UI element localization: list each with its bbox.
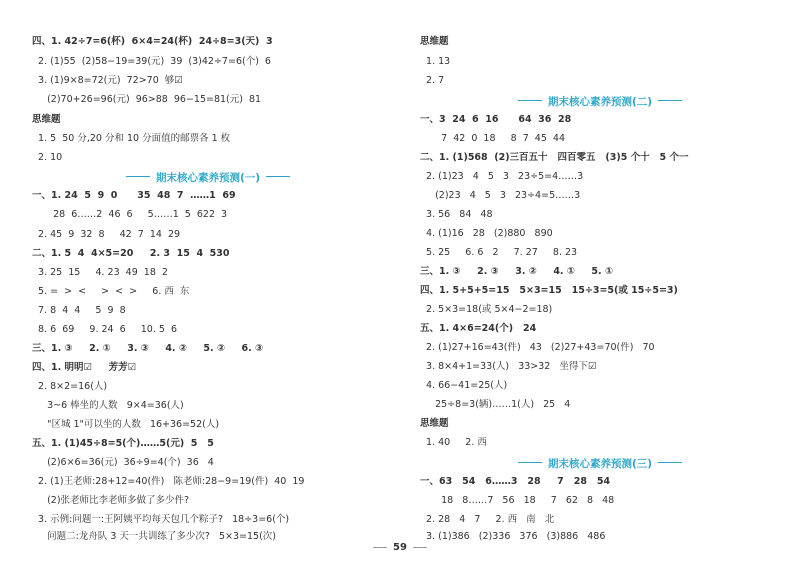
answer-line: 五、1. 4×6=24(个) 24: [420, 323, 537, 334]
section-title: 思维题: [420, 418, 449, 429]
answer-line: 8. 6 69 9. 24 6 10. 5 6: [32, 324, 178, 335]
page-footer: [0, 542, 800, 553]
answer-line: 3. 56 84 48: [420, 209, 493, 220]
answer-line: 五、1. (1)45÷8=5(个)……5(元) 5 5: [32, 438, 214, 449]
answer-line: 2. 5×3=18(或 5×4−2=18): [420, 304, 553, 315]
answer-line: (2)6×6=36(元) 36÷9=4(个) 36 4: [32, 457, 214, 468]
section-heading: 期末核心素养预测(一): [150, 170, 266, 185]
answer-line: 2. (1)23 4 5 3 23÷5=4……3: [420, 171, 584, 182]
answer-line: 3~6 棒坐的人数 9×4=36(人): [32, 400, 184, 411]
answer-line: 四、1. 明明☑ 芳芳☑: [32, 362, 137, 373]
answer-line: 三、1. ③ 2. ① 3. ③ 4. ② 5. ② 6. ③: [32, 343, 264, 354]
answer-line: 2. 10: [32, 152, 63, 163]
answer-line: 3. 示例:问题一:王阿姨平均每天包几个粽子? 18÷3=6(个): [32, 514, 290, 525]
answer-line: 18 8……7 56 18 7 62 8 48: [420, 495, 615, 506]
answer-line: 7 42 0 18 8 7 45 44: [420, 133, 566, 144]
answer-line: (2)70+26=96(元) 96>88 96−15=81(元) 81: [32, 94, 262, 105]
answer-line: 3. 8×4+1=33(人) 33>32 坐得下☑: [420, 361, 597, 372]
answer-line: 1. 40 2. 西: [420, 437, 487, 448]
answer-line: 问题二:龙舟队 3 天一共训练了多少次? 5×3=15(次): [32, 531, 276, 542]
section-heading: 期末核心素养预测(三): [542, 456, 658, 471]
answer-line: 二、1. (1)568 (2)三百五十 四百零五 (3)5 个十 5 个一: [420, 152, 689, 163]
answer-line: 25÷8=3(辆)……1(人) 25 4: [420, 399, 571, 410]
footer-dash: [373, 547, 387, 548]
answer-line: 2. 7: [420, 75, 445, 86]
answer-line: 2. 28 4 7 2. 西 南 北: [420, 514, 555, 525]
answer-line: 一、3 24 6 16 64 36 28: [420, 114, 572, 125]
answer-line: 四、1. 42÷7=6(杯) 6×4=24(杯) 24÷8=3(天) 3: [32, 36, 273, 47]
section-title: 思维题: [32, 114, 61, 125]
answer-line: 3. (1)9×8=72(元) 72>70 够☑: [32, 75, 183, 86]
answer-line: 2. (1)27+16=43(件) 43 (2)27+43=70(件) 70: [420, 342, 655, 353]
answer-line: 1. 5 50 分,20 分和 10 分面值的邮票各 1 枚: [32, 133, 231, 144]
answer-line: 3. (1)386 (2)336 376 (3)886 486: [420, 531, 606, 542]
answer-line: 5. = > < > < > 6. 西 东: [32, 286, 190, 297]
answer-line: 2. (1)王老师:28+12=40(件) 陈老师:28−9=19(件) 40 19: [32, 476, 305, 487]
footer-dash: [413, 547, 427, 548]
answer-line: 三、1. ③ 2. ③ 3. ② 4. ① 5. ①: [420, 266, 613, 277]
answer-line: (2)张老师比李老师多做了多少件?: [32, 495, 190, 506]
section-title: 思维题: [420, 36, 449, 47]
answer-line: 3. 25 15 4. 23 49 18 2: [32, 267, 168, 278]
answer-line: 28 6……2 46 6 5……1 5 622 3: [32, 209, 228, 220]
page-number: 59: [393, 542, 407, 553]
section-heading: 期末核心素养预测(二): [542, 94, 658, 109]
answer-line: 5. 25 6. 6 2 7. 27 8. 23: [420, 247, 578, 258]
answer-line: "区城 1"可以坐的人数 16+36=52(人): [32, 419, 220, 430]
answer-line: 4. 66−41=25(人): [420, 380, 508, 391]
answer-line: 2. 8×2=16(人): [32, 381, 108, 392]
answer-line: 一、1. 24 5 9 0 35 48 7 ……1 69: [32, 190, 236, 201]
answer-line: 二、1. 5 4 4×5=20 2. 3 15 4 530: [32, 248, 230, 259]
answer-line: 2. (1)55 (2)58−19=39(元) 39 (3)42÷7=6(个) 6: [32, 56, 271, 67]
answer-line: 2. 45 9 32 8 42 7 14 29: [32, 229, 181, 240]
answer-line: 1. 13: [420, 56, 451, 67]
answer-line: 7. 8 4 4 5 9 8: [32, 305, 126, 316]
answer-line: 四、1. 5+5+5=15 5×3=15 15÷3=5(或 15÷5=3): [420, 285, 678, 296]
answer-line: (2)23 4 5 3 23÷4=5……3: [420, 190, 581, 201]
answer-line: 一、63 54 6……3 28 7 28 54: [420, 476, 611, 487]
answer-line: 4. (1)16 28 (2)880 890: [420, 228, 553, 239]
